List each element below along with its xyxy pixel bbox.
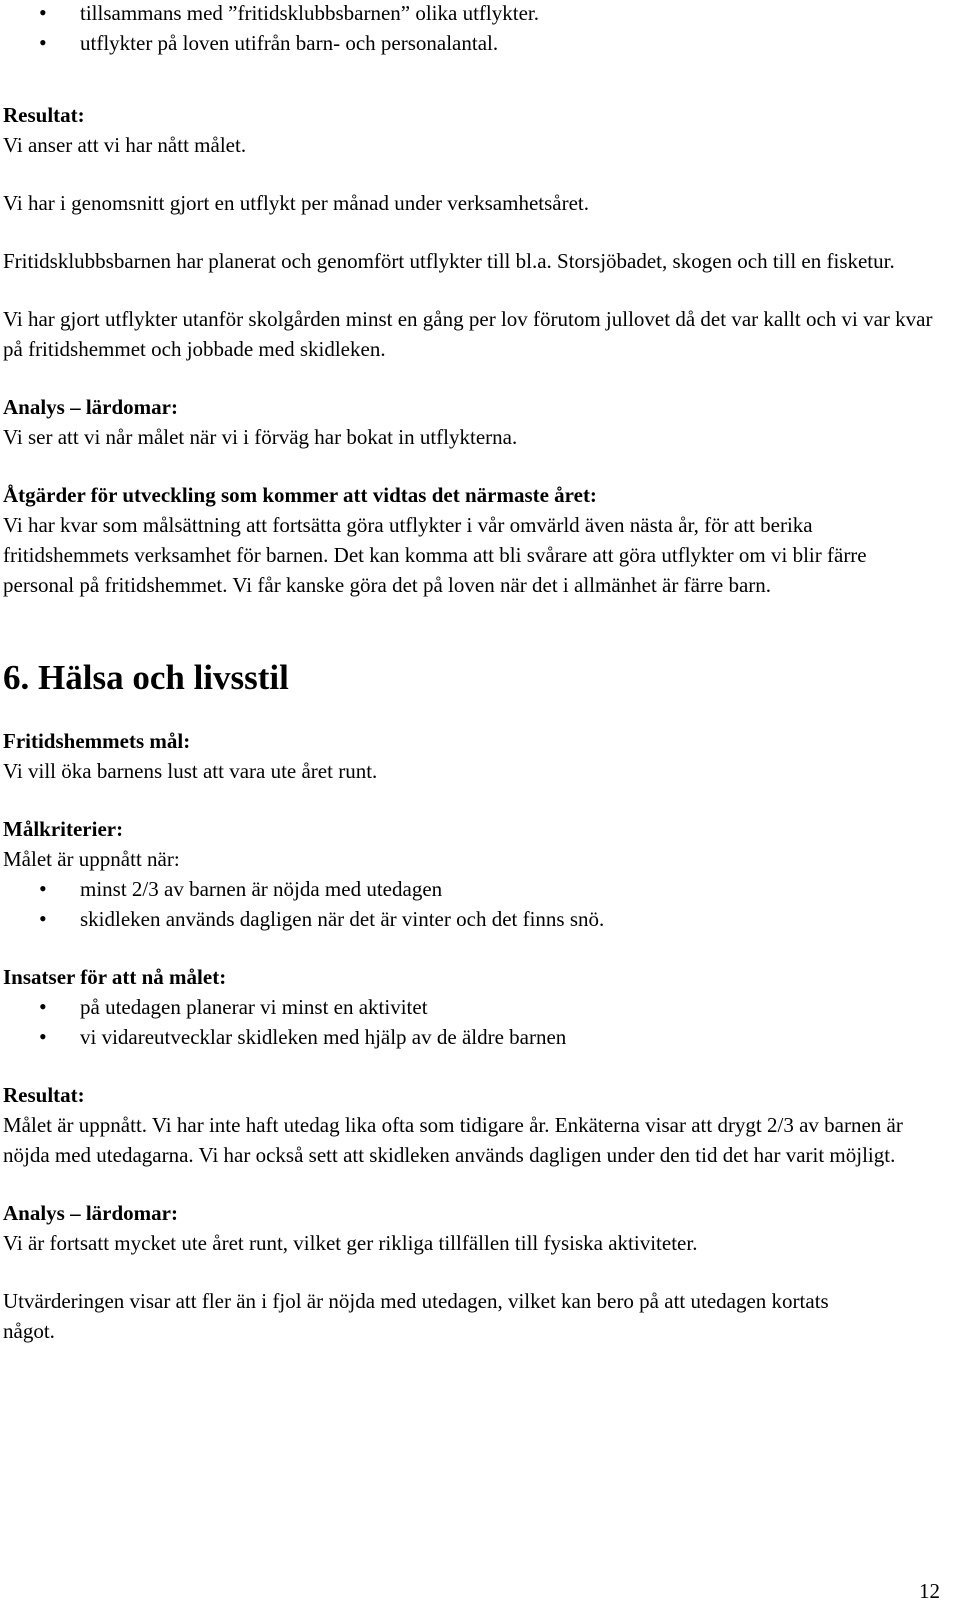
top-bullet-list [3, 0, 953, 58]
goal-text: Vi vill öka barnens lust att vara ute året runt. [3, 759, 378, 783]
criteria-intro: Målet är uppnått när: [3, 847, 180, 871]
result-paragraph: Vi har i genomsnitt gjort en utflykt per månad under verksamhetsåret. [3, 191, 589, 215]
list-item: • tillsammans med ”fritidsklubbsbarnen” olika utflykter. [3, 0, 953, 28]
insatser-list [3, 992, 953, 1052]
insatser-label: Insatser för att nå målet: [3, 965, 227, 989]
atgarder-text: Vi har kvar som målsättning att fortsätta göra utflykter i vår omvärld även nästa år, för att berika fritidshemmets verksamhet för barnen. Det kan komma att bli svårare att göra utflykter om vi blir färre personal på fritidshemmet. Vi får kanske göra det på loven när det i allmänhet är färre barn. [3, 513, 867, 597]
document-page [3, 0, 953, 1346]
goal-label: Fritidshemmets mål: [3, 729, 191, 753]
criteria-label: Målkriterier: [3, 817, 124, 841]
section-heading: 6. Hälsa och livsstil [3, 658, 289, 697]
result-label: Resultat: [3, 1083, 85, 1107]
analys-label: Analys – lärdomar: [3, 395, 178, 419]
result-paragraph: Fritidsklubbsbarnen har planerat och genomfört utflykter till bl.a. Storsjöbadet, skogen och till en fisketur. [3, 249, 895, 273]
analys-label: Analys – lärdomar: [3, 1201, 178, 1225]
result-paragraph: Vi har gjort utflykter utanför skolgården minst en gång per lov förutom jullovet då det var kallt och vi var kvar på fritidshemmet och jobbade med skidleken. [3, 307, 933, 361]
criteria-list [3, 874, 953, 934]
list-item: • skidleken används dagligen när det är vinter och det finns snö. [3, 904, 953, 934]
list-item: • utflykter på loven utifrån barn- och personalantal. [3, 28, 953, 58]
list-item: • minst 2/3 av barnen är nöjda med utedagen [3, 874, 953, 904]
result-text: Målet är uppnått. Vi har inte haft utedag lika ofta som tidigare år. Enkäterna visar att drygt 2/3 av barnen är nöjda med utedagarna. Vi har också sett att skidleken används dagligen under den tid det har varit möjligt. [3, 1113, 903, 1167]
analys-text: Vi är fortsatt mycket ute året runt, vilket ger rikliga tillfällen till fysiska aktiviteter. [3, 1231, 698, 1255]
list-item: • på utedagen planerar vi minst en aktivitet [3, 992, 953, 1022]
result-text: Vi anser att vi har nått målet. [3, 133, 247, 157]
result-label: Resultat: [3, 103, 85, 127]
analys-text: Vi ser att vi når målet när vi i förväg har bokat in utflykterna. [3, 425, 518, 449]
analys-text: Utvärderingen visar att fler än i fjol är nöjda med utedagen, vilket kan bero på att utedagen kortats något. [3, 1289, 829, 1343]
list-item: • vi vidareutvecklar skidleken med hjälp av de äldre barnen [3, 1022, 953, 1052]
atgarder-label: Åtgärder för utveckling som kommer att vidtas det närmaste året: [3, 483, 597, 507]
page-number: 12 [919, 1579, 940, 1603]
